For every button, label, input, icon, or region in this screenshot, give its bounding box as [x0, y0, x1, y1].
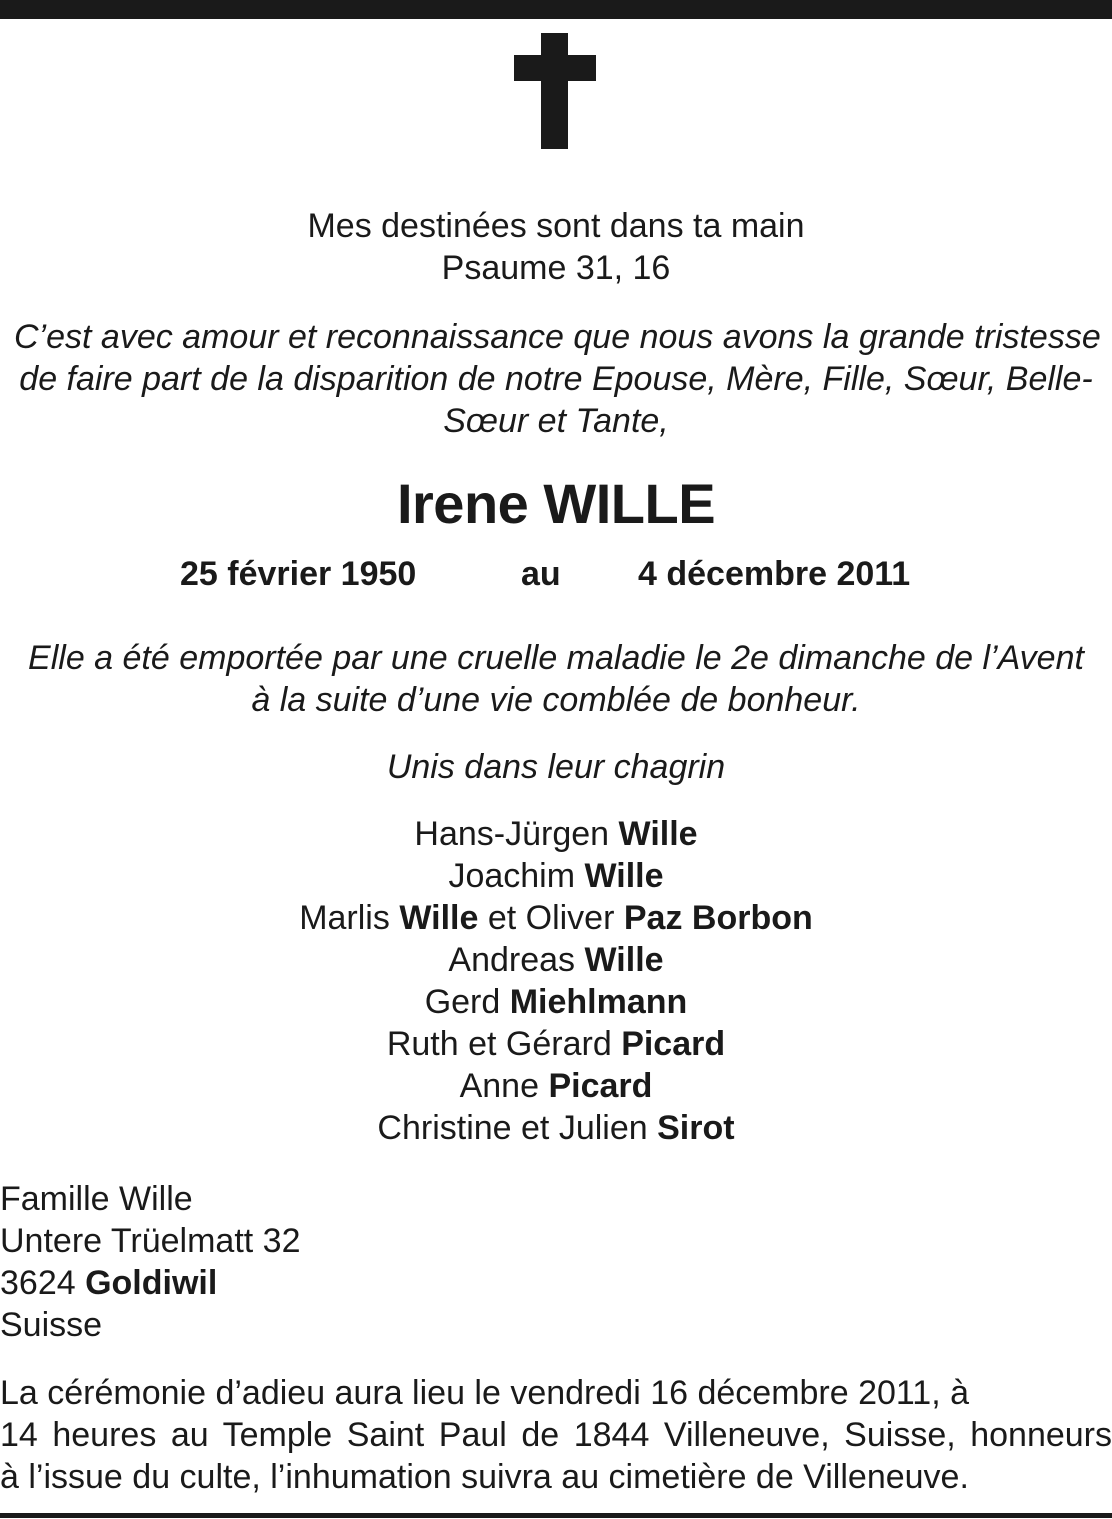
mourner-first-name: Joachim	[448, 857, 576, 895]
bible-verse	[0, 205, 1112, 289]
death-date: 4 décembre 2011	[638, 555, 911, 593]
mourner-entry	[0, 1065, 1112, 1107]
circumstance-line: Elle a été emportée par une cruelle maladie le 2e dimanche de l’Avent	[28, 639, 1084, 677]
mourner-first-name: Ruth et Gérard	[386, 1025, 612, 1063]
intro-line: Sœur et Tante,	[443, 402, 669, 440]
mourner-surname: Paz Borbon	[623, 899, 813, 937]
mourner-surname: Sirot	[657, 1109, 735, 1147]
mourner-surname: Picard	[621, 1025, 726, 1063]
family-address	[0, 1178, 1112, 1346]
address-postcode: 3624	[0, 1264, 76, 1302]
mourner-surname: Wille	[584, 941, 664, 979]
address-city: Goldiwil	[85, 1264, 218, 1302]
mourner-first-name: Christine et Julien	[377, 1109, 648, 1147]
ceremony-details	[0, 1372, 1112, 1498]
mourner-joiner: et Oliver	[487, 899, 615, 937]
verse-quote: Mes destinées sont dans ta main	[307, 207, 805, 245]
mourner-entry	[0, 981, 1112, 1023]
ceremony-line: à l’issue du culte, l’inhumation suivra au cimetière de Villeneuve.	[0, 1458, 969, 1496]
birth-date: 25 février 1950	[180, 555, 417, 593]
life-dates	[0, 552, 1112, 596]
mourner-surname: Miehlmann	[509, 983, 688, 1021]
address-family: Famille Wille	[0, 1180, 193, 1218]
mourners-heading: Unis dans leur chagrin	[386, 748, 726, 786]
mourner-entry	[0, 897, 1112, 939]
mourner-first-name: Anne	[459, 1067, 539, 1105]
announcement-intro	[14, 316, 1101, 442]
intro-line: de faire part de la disparition de notre Epouse, Mère, Fille, Sœur, Belle-	[19, 360, 1093, 398]
address-country: Suisse	[0, 1306, 103, 1344]
mourner-surname: Wille	[584, 857, 664, 895]
mourners-list	[0, 813, 1112, 1149]
bottom-border-rule	[0, 1513, 1112, 1518]
mourner-entry	[0, 1107, 1112, 1149]
mourner-entry	[0, 939, 1112, 981]
address-locality	[0, 1262, 1112, 1304]
date-separator: au	[521, 555, 561, 593]
mourner-entry	[0, 1023, 1112, 1065]
cross-icon	[514, 33, 596, 149]
address-street: Untere Trüelmatt 32	[0, 1222, 301, 1260]
mourner-entry	[0, 813, 1112, 855]
mourner-surname: Wille	[618, 815, 698, 853]
mourner-surname: Wille	[399, 899, 479, 937]
ceremony-line: 14 heures au Temple Saint Paul de 1844 Villeneuve, Suisse, honneurs	[0, 1416, 1112, 1454]
mourner-surname: Picard	[548, 1067, 653, 1105]
ceremony-line: La cérémonie d’adieu aura lieu le vendredi 16 décembre 2011, à	[0, 1374, 970, 1412]
circumstance-text	[0, 637, 1112, 721]
mourner-first-name: Andreas	[448, 941, 576, 979]
mourner-first-name: Hans-Jürgen	[414, 815, 610, 853]
deceased-name: Irene WILLE	[396, 472, 716, 535]
verse-reference: Psaume 31, 16	[441, 249, 671, 287]
mourner-first-name: Gerd	[424, 983, 501, 1021]
intro-line: C’est avec amour et reconnaissance que nous avons la grande tristesse	[14, 318, 1101, 356]
mourner-first-name: Marlis	[299, 899, 390, 937]
top-border-rule	[0, 0, 1112, 19]
mourner-entry	[0, 855, 1112, 897]
circumstance-line: à la suite d’une vie comblée de bonheur.	[251, 681, 861, 719]
